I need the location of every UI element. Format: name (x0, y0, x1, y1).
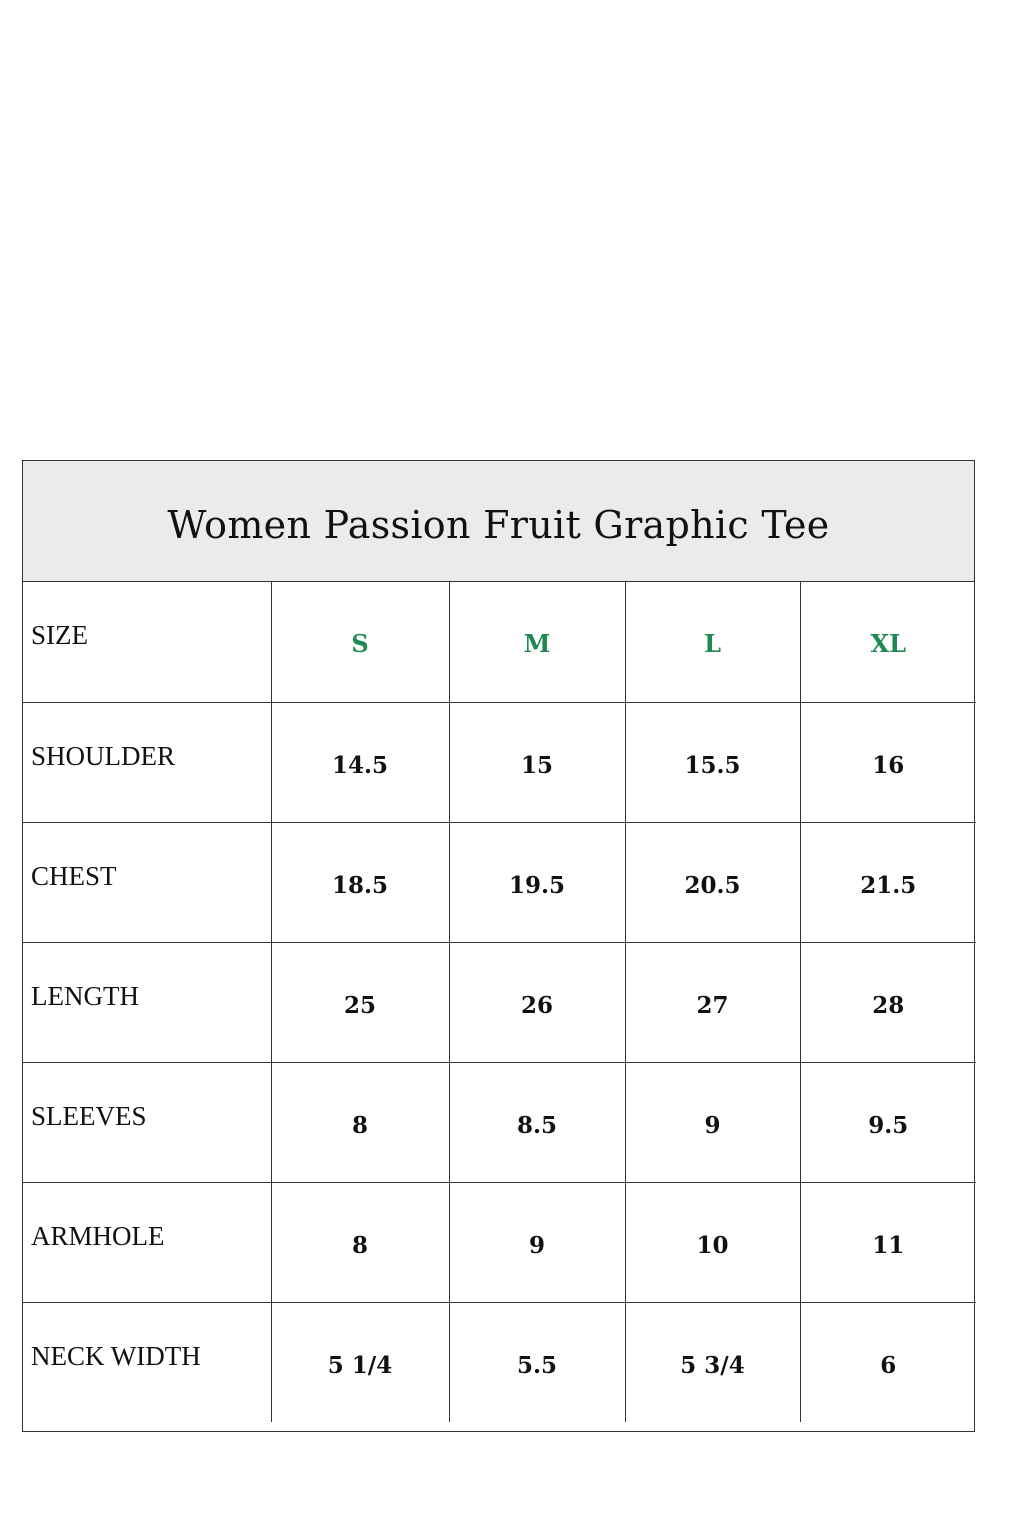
title-band (23, 461, 974, 582)
table-cell: 27 (625, 942, 800, 1062)
row-label-sleeves: SLEEVES (23, 1062, 271, 1182)
table-cell: 18.5 (271, 822, 449, 942)
chart-title: Women Passion Fruit Graphic Tee (167, 503, 830, 547)
table-cell: 9 (449, 1182, 625, 1302)
measurement-table (23, 582, 976, 1422)
size-header-l: L (625, 582, 800, 702)
table-row-armhole (23, 1182, 976, 1302)
row-label-shoulder: SHOULDER (23, 702, 271, 822)
table-cell: 15 (449, 702, 625, 822)
table-cell: 20.5 (625, 822, 800, 942)
table-cell: 21.5 (800, 822, 976, 942)
table-cell: 15.5 (625, 702, 800, 822)
table-row-neck-width (23, 1302, 976, 1422)
row-label-chest: CHEST (23, 822, 271, 942)
size-header-m: M (449, 582, 625, 702)
row-label-armhole: ARMHOLE (23, 1182, 271, 1302)
table-row-length (23, 942, 976, 1062)
size-header-s: S (271, 582, 449, 702)
table-cell: 26 (449, 942, 625, 1062)
size-chart (22, 460, 975, 1432)
row-label-length: LENGTH (23, 942, 271, 1062)
table-row-chest (23, 822, 976, 942)
table-cell: 11 (800, 1182, 976, 1302)
table-cell: 8 (271, 1062, 449, 1182)
table-cell: 25 (271, 942, 449, 1062)
table-cell: 9 (625, 1062, 800, 1182)
table-cell: 6 (800, 1302, 976, 1422)
table-cell: 5 1/4 (271, 1302, 449, 1422)
size-header-label: SIZE (23, 582, 271, 702)
row-label-neck-width: NECK WIDTH (23, 1302, 271, 1422)
table-cell: 8.5 (449, 1062, 625, 1182)
table-cell: 5.5 (449, 1302, 625, 1422)
table-row-shoulder (23, 702, 976, 822)
table-cell: 19.5 (449, 822, 625, 942)
size-header-xl: XL (800, 582, 976, 702)
table-cell: 14.5 (271, 702, 449, 822)
table-cell: 5 3/4 (625, 1302, 800, 1422)
table-cell: 10 (625, 1182, 800, 1302)
size-header-row (23, 582, 976, 702)
table-cell: 28 (800, 942, 976, 1062)
table-row-sleeves (23, 1062, 976, 1182)
table-cell: 8 (271, 1182, 449, 1302)
table-cell: 9.5 (800, 1062, 976, 1182)
table-cell: 16 (800, 702, 976, 822)
